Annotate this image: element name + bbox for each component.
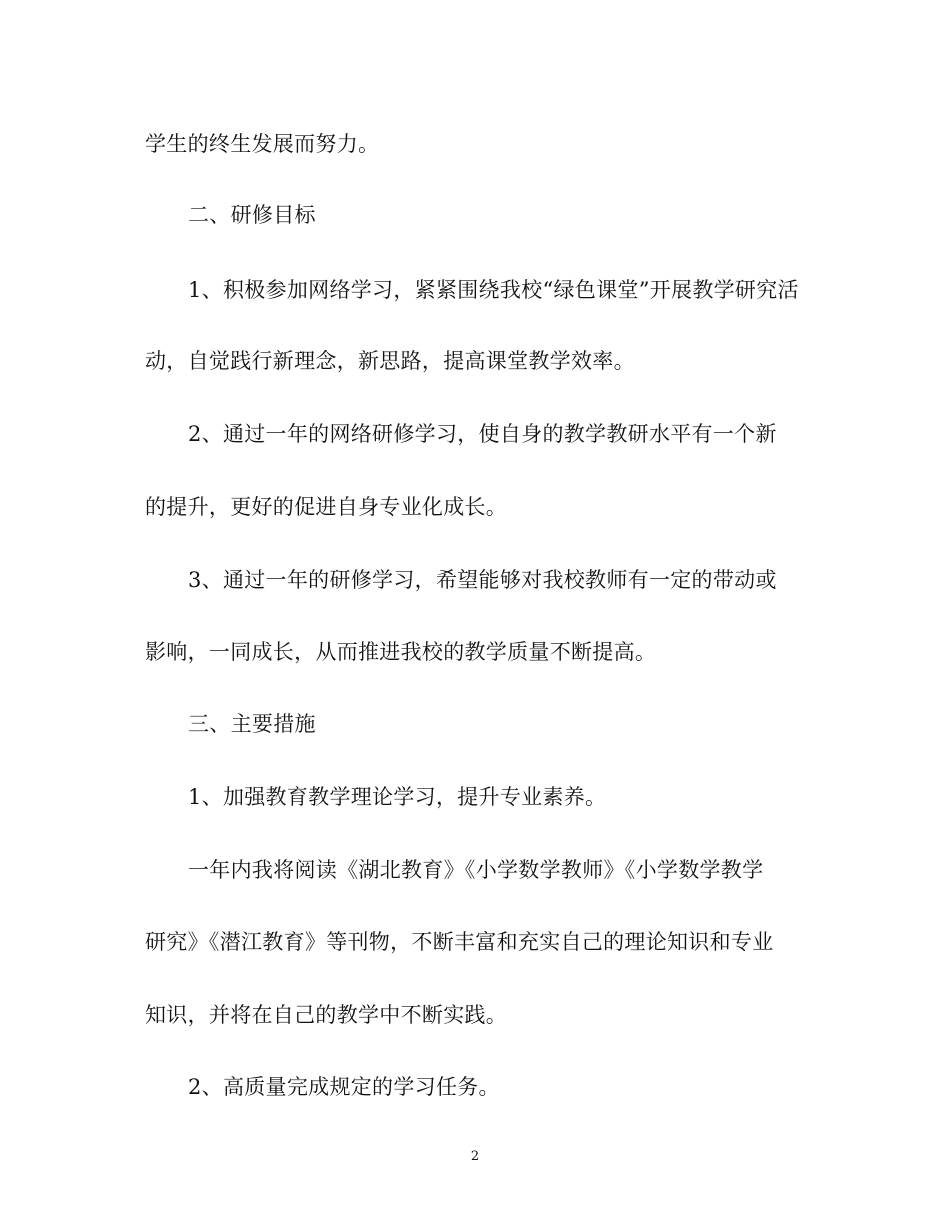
text-line: 研究》《潜江教育》等刊物，不断丰富和充实自己的理论知识和专业 <box>145 930 774 954</box>
section-heading: 三、主要措施 <box>188 712 316 736</box>
text-line: 影响，一同成长，从而推进我校的教学质量不断提高。 <box>145 640 657 664</box>
text-line: 动，自觉践行新理念，新思路，提高课堂教学效率。 <box>145 349 635 373</box>
page-number: 2 <box>470 1149 480 1164</box>
text-line: 2、通过一年的网络研修学习，使自身的教学教研水平有一个新 <box>188 422 777 446</box>
section-heading: 二、研修目标 <box>188 203 316 227</box>
text-line: 3、通过一年的研修学习，希望能够对我校教师有一定的带动或 <box>188 568 777 592</box>
text-line: 的提升，更好的促进自身专业化成长。 <box>145 495 508 519</box>
text-line: 一年内我将阅读《湖北教育》《小学数学教师》《小学数学教学 <box>188 858 764 882</box>
text-line: 2、高质量完成规定的学习任务。 <box>188 1075 500 1099</box>
text-line: 知识，并将在自己的教学中不断实践。 <box>145 1003 508 1027</box>
text-line: 1、加强教育教学理论学习，提升专业素养。 <box>188 785 607 809</box>
text-line: 1、积极参加网络学习，紧紧围绕我校“绿色课堂”开展教学研究活 <box>188 278 799 302</box>
text-line: 学生的终生发展而努力。 <box>145 132 380 156</box>
